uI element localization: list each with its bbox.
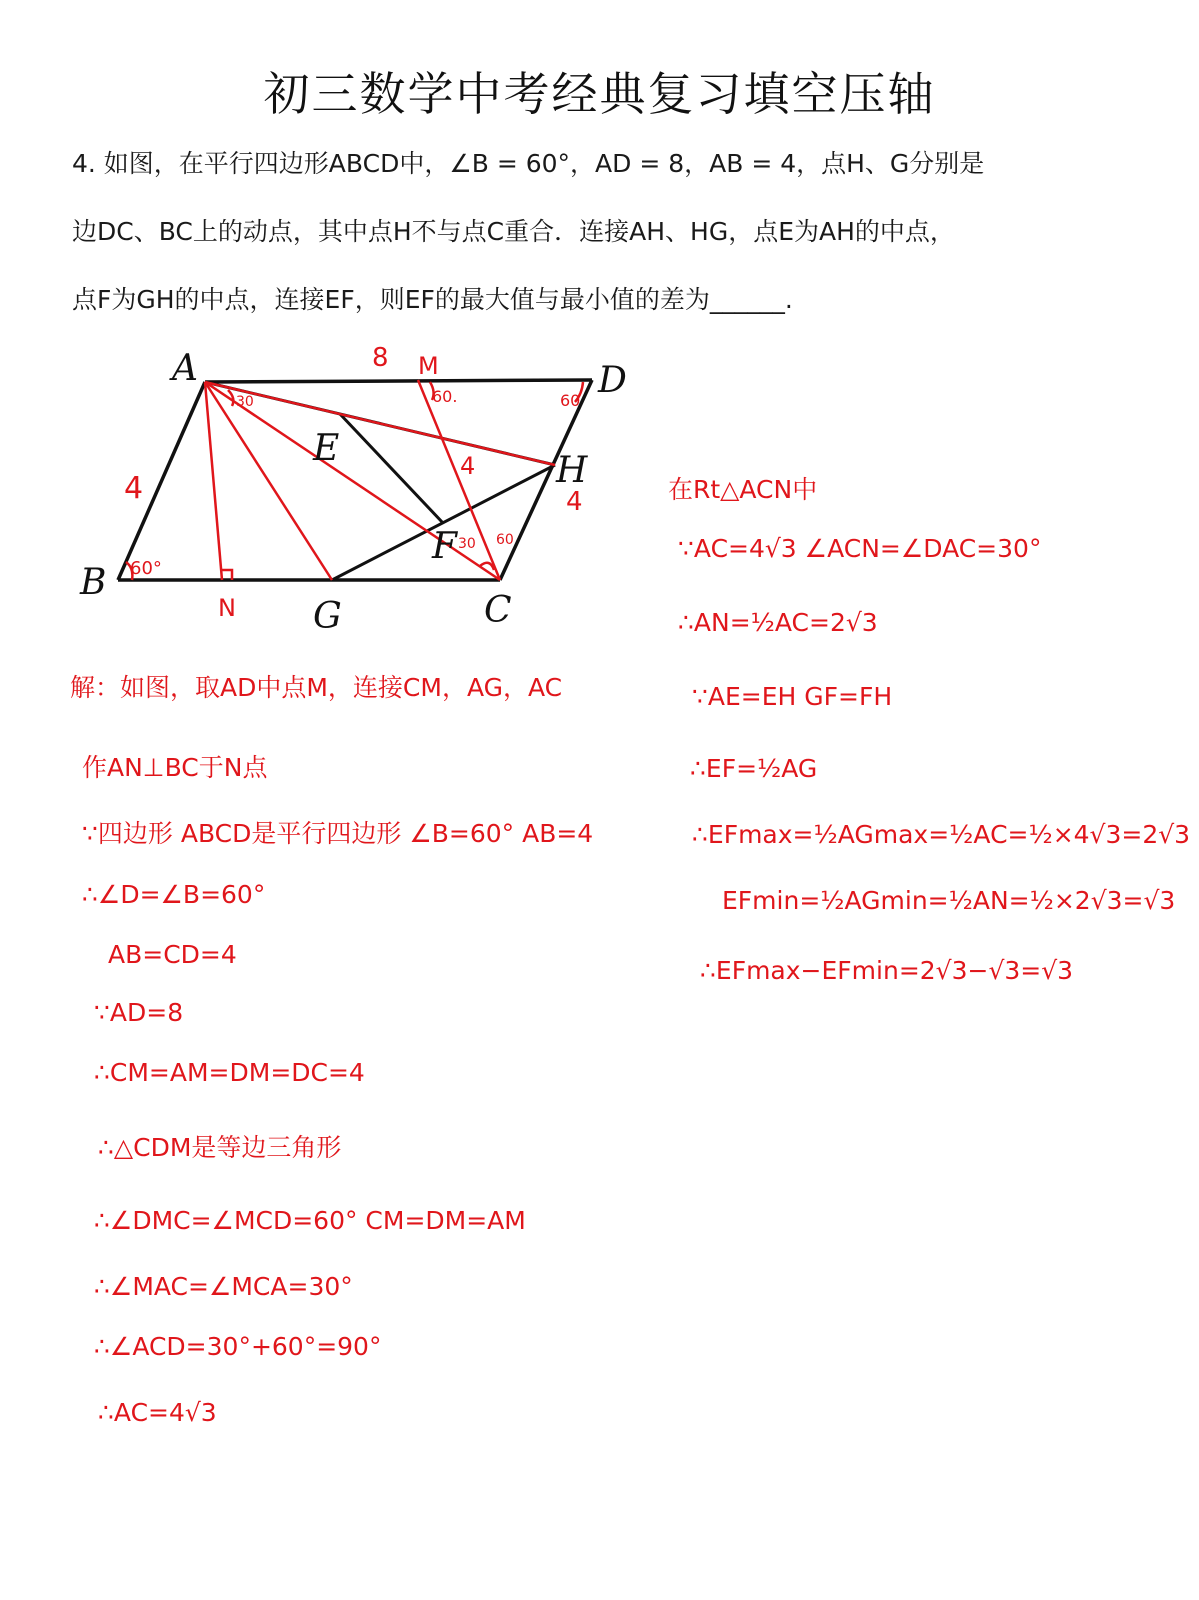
solution-step: ∴△CDM是等边三角形 — [98, 1133, 342, 1162]
angle-b-value: 60° — [130, 558, 162, 579]
edge-ad — [205, 380, 592, 382]
solution-step: ∵AE=EH GF=FH — [692, 682, 893, 711]
solution-step: ∵四边形 ABCD是平行四边形 ∠B=60° AB=4 — [82, 819, 594, 848]
angle-a-value: 30 — [236, 394, 254, 410]
problem-line-3: 点F为GH的中点，连接EF，则EF的最大值与最小值的差为______. — [72, 285, 793, 314]
angle-m-value: 60. — [432, 387, 458, 406]
angle-d-value: 60 — [560, 391, 581, 410]
solution-step: ∴AN=½AC=2√3 — [678, 608, 878, 637]
solution-step: ∵AD=8 — [94, 998, 184, 1027]
solution-step: ∴∠DMC=∠MCD=60° CM=DM=AM — [94, 1206, 526, 1235]
segment-an — [205, 382, 222, 580]
length-dh: 4 — [566, 487, 583, 517]
solution-step: ∴∠ACD=30°+60°=90° — [94, 1332, 382, 1361]
label-c: C — [484, 590, 512, 631]
label-d: D — [598, 360, 627, 401]
solution-step: AB=CD=4 — [108, 940, 237, 969]
segment-ag — [205, 382, 332, 580]
solution-step: ∴AC=4√3 — [98, 1398, 217, 1427]
solution-step: ∴EFmax−EFmin=2√3−√3=√3 — [700, 956, 1074, 985]
problem-line-1: 4. 如图，在平行四边形ABCD中，∠B = 60°，AD = 8，AB = 4，点H、G分别是 — [72, 149, 985, 178]
solution-step: ∴CM=AM=DM=DC=4 — [94, 1058, 365, 1087]
solution-step: ∴∠MAC=∠MCA=30° — [94, 1272, 353, 1301]
label-h: H — [556, 450, 588, 491]
problem-line-2: 边DC、BC上的动点，其中点H不与点C重合．连接AH、HG，点E为AH的中点， — [72, 217, 955, 246]
solution-step: EFmin=½AGmin=½AN=½×2√3=√3 — [722, 886, 1176, 915]
angle-c2-value: 60 — [496, 532, 514, 548]
length-ab: 4 — [124, 471, 144, 506]
parallelogram-abcd — [118, 380, 592, 580]
length-ad: 8 — [372, 343, 389, 373]
label-g: G — [313, 596, 342, 637]
label-m: M — [418, 352, 439, 380]
solution-step: ∴∠D=∠B=60° — [82, 880, 266, 909]
solution-step: 作AN⊥BC于N点 — [82, 753, 268, 782]
geometry-figure — [0, 330, 660, 650]
solution-step: ∵AC=4√3 ∠ACN=∠DAC=30° — [678, 534, 1042, 563]
label-n: N — [218, 594, 236, 622]
solution-step: 在Rt△ACN中 — [668, 475, 818, 504]
solution-step: ∴EF=½AG — [690, 754, 818, 783]
solution-step: 解：如图，取AD中点M，连接CM，AG，AC — [70, 673, 563, 702]
problem-statement — [72, 130, 1132, 334]
page-title: 初三数学中考经典复习填空压轴 — [263, 67, 936, 121]
solution-step: ∴EFmax=½AGmax=½AC=½×4√3=2√3 — [692, 820, 1191, 849]
label-e: E — [313, 428, 340, 469]
angle-c1-value: 30 — [458, 536, 476, 552]
label-b: B — [80, 562, 107, 603]
length-mc: 4 — [460, 452, 476, 480]
label-a: A — [172, 348, 198, 389]
label-f: F — [432, 526, 457, 567]
segment-ah-red — [205, 382, 555, 465]
